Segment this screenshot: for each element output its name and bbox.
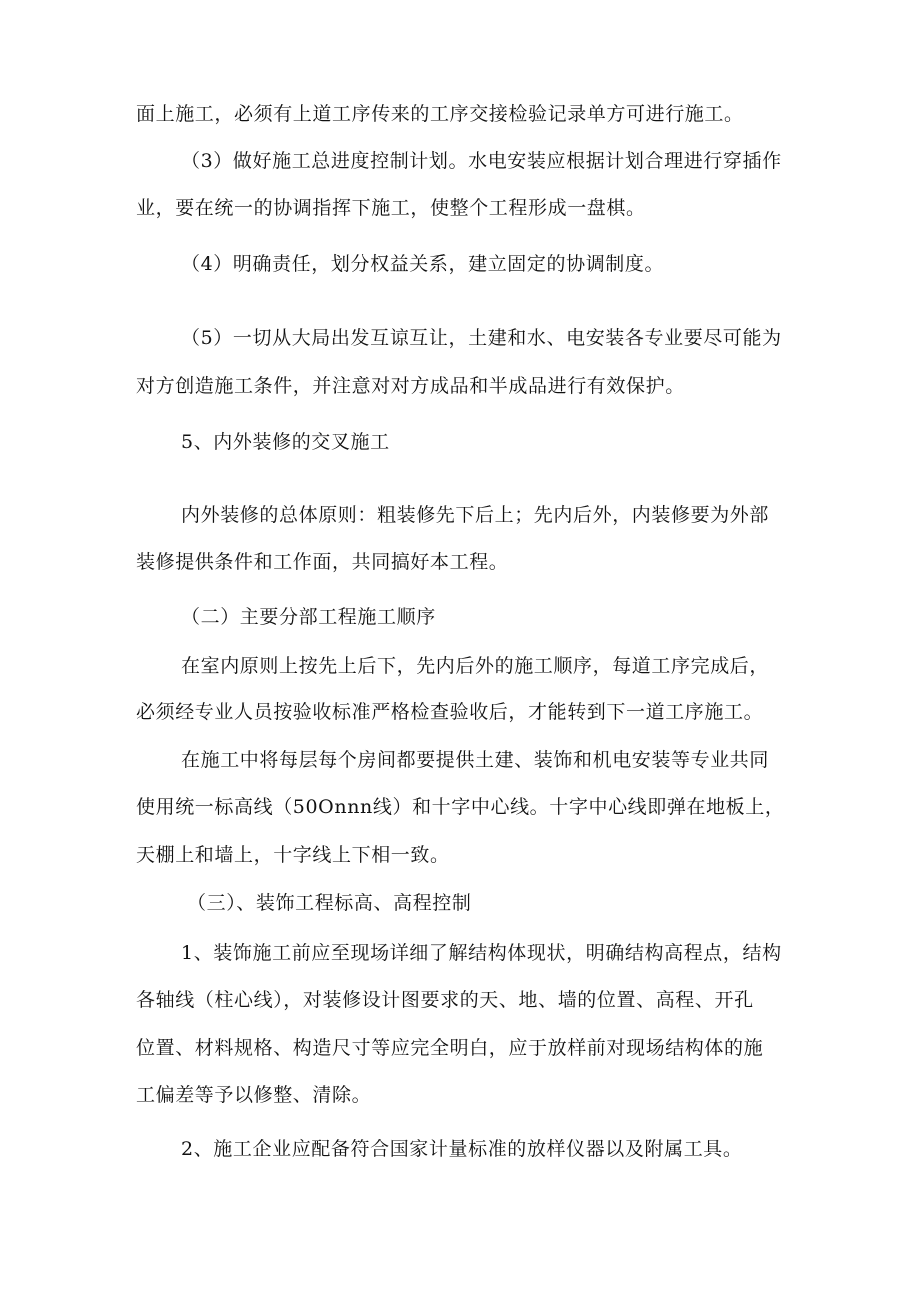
text-line: 必须经专业人员按验收标准严格检查验收后，才能转到下一道工序施工。 xyxy=(136,701,764,723)
text-line: 天棚上和墙上，十字线上下相一致。 xyxy=(136,844,450,866)
text-line: （5）一切从大局出发互谅互让，土建和水、电安装各专业要尽可能为 xyxy=(181,327,782,349)
text-line: 面上施工，必须有上道工序传来的工序交接检验记录单方可进行施工。 xyxy=(136,103,744,125)
section-heading: （二）主要分部工程施工顺序 xyxy=(181,606,436,628)
text-line: 在施工中将每层每个房间都要提供土建、装饰和机电安装等专业共同 xyxy=(181,749,770,771)
section-heading: （三）、装饰工程标高、高程控制 xyxy=(187,892,472,914)
text-line: （3）做好施工总进度控制计划。水电安装应根据计划合理进行穿插作 xyxy=(181,150,782,172)
text-line: 在室内原则上按先上后下，先内后外的施工顺序，每道工序完成后， xyxy=(181,655,770,677)
text-line: 位置、材料规格、构造尺寸等应完全明白，应于放样前对现场结构体的施 xyxy=(136,1037,764,1059)
text-line: 业，要在统一的协调指挥下施工，使整个工程形成一盘棋。 xyxy=(136,197,646,219)
text-line: 2、施工企业应配备符合国家计量标准的放样仪器以及附属工具。 xyxy=(181,1138,743,1160)
text-line: 内外装修的总体原则：粗装修先下后上；先内后外，内装修要为外部 xyxy=(181,504,770,526)
text-line: 各轴线（柱心线），对装修设计图要求的天、地、墙的位置、高程、开孔 xyxy=(136,989,754,1011)
text-line: 对方创造施工条件，并注意对对方成品和半成品进行有效保护。 xyxy=(136,375,685,397)
text-line: 工偏差等予以修整、清除。 xyxy=(136,1084,372,1106)
text-line: 使用统一标高线（50Onnn线）和十字中心线。十字中心线即弹在地板上， xyxy=(136,796,785,818)
section-heading: 5、内外装修的交叉施工 xyxy=(181,431,390,453)
text-line: 1、装饰施工前应至现场详细了解结构体现状，明确结构高程点，结构 xyxy=(181,942,782,964)
text-line: 装修提供条件和工作面，共同搞好本工程。 xyxy=(136,551,509,573)
text-line: （4）明确责任，划分权益关系，建立固定的协调制度。 xyxy=(181,253,665,275)
